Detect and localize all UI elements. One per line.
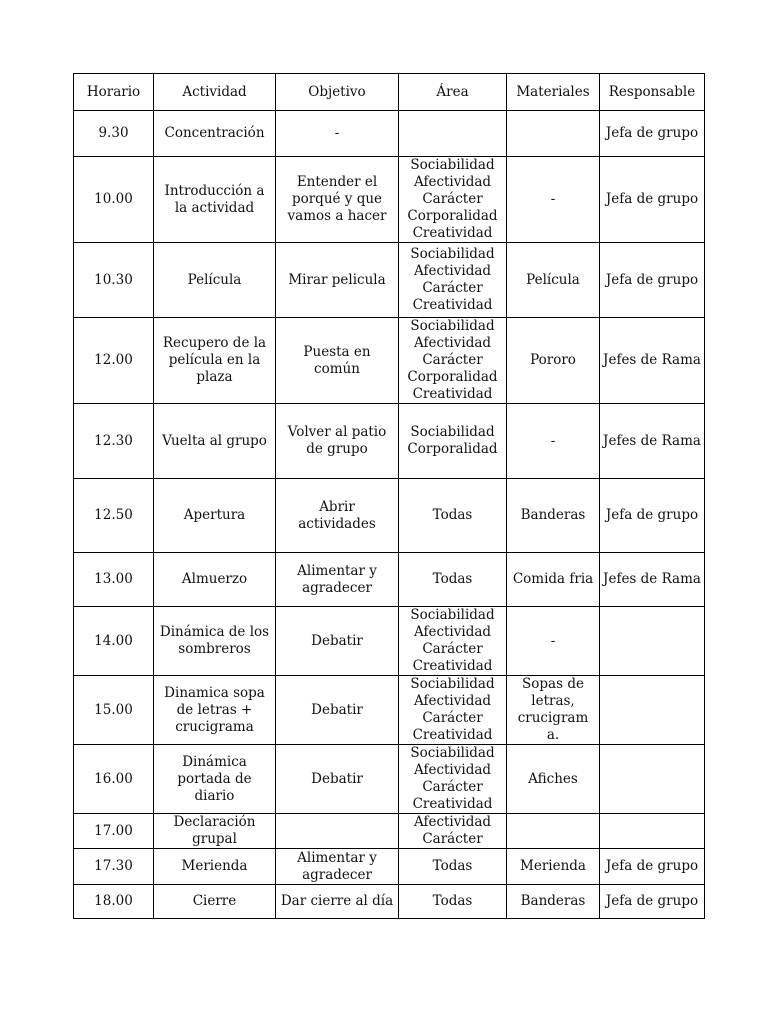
activity-text: Recupero de la película en la plaza — [162, 335, 267, 385]
materials-text: Merienda — [520, 858, 586, 874]
cell-responsible — [600, 553, 705, 607]
cell-responsible — [600, 745, 705, 814]
cell-area — [399, 849, 507, 885]
area-item: Todas — [432, 858, 473, 874]
objective-text: Entender el porqué y que vamos a hacer — [287, 174, 387, 224]
cell-objective — [276, 243, 399, 318]
cell-time — [74, 676, 154, 745]
time-text: 12.30 — [94, 432, 133, 449]
cell-area — [399, 745, 507, 814]
cell-responsible — [600, 676, 705, 745]
cell-materials — [507, 814, 600, 849]
materials-text: Banderas — [520, 893, 586, 909]
cell-objective — [276, 479, 399, 553]
time-text: 10.30 — [94, 271, 133, 288]
activity-text: Cierre — [192, 893, 237, 909]
cell-activity — [154, 553, 276, 607]
cell-activity — [154, 885, 276, 919]
table-row — [74, 885, 705, 919]
area-item: Todas — [432, 893, 473, 909]
cell-materials — [507, 111, 600, 157]
area-item: Corporalidad — [407, 208, 498, 224]
table-row — [74, 814, 705, 849]
area-item: Carácter — [422, 710, 483, 726]
materials-text: Banderas — [520, 507, 586, 523]
cell-materials — [507, 607, 600, 676]
cell-activity — [154, 676, 276, 745]
area-item: Corporalidad — [407, 369, 498, 385]
header-horario: Horario — [74, 74, 154, 111]
cell-responsible — [600, 849, 705, 885]
time-text: 9.30 — [98, 125, 129, 141]
cell-objective — [276, 318, 399, 404]
table-row — [74, 553, 705, 607]
cell-activity — [154, 479, 276, 553]
area-item: Sociabilidad — [410, 318, 495, 334]
time-text: 16.00 — [94, 770, 133, 787]
cell-materials — [507, 157, 600, 243]
responsible-text: Jefa de grupo — [605, 893, 699, 909]
cell-materials — [507, 553, 600, 607]
area-item: Afectividad — [413, 762, 492, 778]
table-row — [74, 111, 705, 157]
cell-activity — [154, 404, 276, 479]
cell-activity — [154, 745, 276, 814]
area-item: Afectividad — [413, 263, 492, 279]
area-item: Sociabilidad — [410, 607, 495, 623]
objective-text: Debatir — [311, 632, 363, 649]
cell-activity — [154, 814, 276, 849]
header-objetivo: Objetivo — [276, 74, 399, 111]
objective-text: Dar cierre al día — [280, 893, 394, 909]
table-row — [74, 479, 705, 553]
responsible-text: Jefes de Rama — [603, 571, 701, 587]
time-text: 15.00 — [94, 701, 133, 718]
time-text: 10.00 — [94, 191, 133, 207]
table-row — [74, 318, 705, 404]
schedule-body — [74, 111, 705, 919]
cell-area — [399, 111, 507, 157]
activity-text: Almuerzo — [181, 571, 248, 587]
area-item: Sociabilidad — [410, 424, 495, 440]
area-item: Afectividad — [413, 174, 492, 190]
time-text: 17.30 — [94, 858, 133, 874]
cell-objective — [276, 607, 399, 676]
activity-text: Concentración — [164, 125, 265, 141]
cell-responsible — [600, 885, 705, 919]
area-item: Creatividad — [412, 297, 493, 313]
area-item: Creatividad — [412, 225, 493, 241]
cell-objective — [276, 157, 399, 243]
objective-text: Alimentar y agradecer — [297, 562, 377, 596]
objective-text: - — [334, 125, 340, 141]
cell-responsible — [600, 157, 705, 243]
cell-time — [74, 243, 154, 318]
header-area: Área — [399, 74, 507, 111]
activity-text: Declaración grupal — [173, 814, 256, 847]
area-item: Carácter — [422, 779, 483, 795]
area-item: Todas — [432, 571, 473, 587]
cell-area — [399, 885, 507, 919]
cell-time — [74, 885, 154, 919]
table-row — [74, 607, 705, 676]
table-row — [74, 157, 705, 243]
cell-area — [399, 676, 507, 745]
cell-time — [74, 607, 154, 676]
cell-activity — [154, 243, 276, 318]
header-actividad: Actividad — [154, 74, 276, 111]
cell-time — [74, 318, 154, 404]
activity-text: Película — [187, 271, 242, 288]
cell-materials — [507, 885, 600, 919]
area-item: Sociabilidad — [410, 246, 495, 262]
area-item: Sociabilidad — [410, 676, 495, 692]
cell-objective — [276, 553, 399, 607]
time-text: 18.00 — [94, 893, 133, 909]
materials-text: - — [550, 432, 556, 449]
cell-objective — [276, 404, 399, 479]
objective-text: Puesta en común — [303, 343, 371, 377]
time-text: 17.00 — [94, 822, 133, 839]
schedule-table — [73, 73, 705, 919]
table-row — [74, 676, 705, 745]
activity-text: Introducción a la actividad — [164, 182, 265, 216]
cell-materials — [507, 479, 600, 553]
materials-text: Sopas de letras, crucigram a. — [517, 676, 589, 743]
cell-materials — [507, 243, 600, 318]
area-item: Carácter — [422, 280, 483, 296]
objective-text: Mirar pelicula — [288, 271, 386, 288]
responsible-text: Jefa de grupo — [605, 191, 699, 207]
activity-text: Dinámica de los sombreros — [159, 624, 270, 657]
cell-responsible — [600, 607, 705, 676]
cell-responsible — [600, 404, 705, 479]
cell-area — [399, 157, 507, 243]
area-item: Carácter — [422, 831, 483, 847]
cell-area — [399, 318, 507, 404]
area-item: Creatividad — [412, 727, 493, 743]
table-row — [74, 745, 705, 814]
cell-time — [74, 553, 154, 607]
objective-text: Abrir actividades — [298, 498, 376, 532]
area-item: Corporalidad — [407, 441, 498, 457]
objective-text: Debatir — [311, 701, 363, 718]
materials-text: Pororo — [530, 352, 576, 368]
cell-time — [74, 849, 154, 885]
objective-text: Alimentar y agradecer — [297, 849, 377, 883]
cell-objective — [276, 885, 399, 919]
cell-materials — [507, 676, 600, 745]
cell-materials — [507, 318, 600, 404]
cell-objective — [276, 676, 399, 745]
time-text: 14.00 — [94, 632, 133, 649]
responsible-text: Jefa de grupo — [605, 858, 699, 874]
cell-objective — [276, 849, 399, 885]
time-text: 13.00 — [94, 571, 133, 587]
cell-area — [399, 814, 507, 849]
objective-text: Debatir — [311, 770, 363, 787]
cell-responsible — [600, 318, 705, 404]
cell-responsible — [600, 243, 705, 318]
materials-text: Comida fria — [512, 571, 594, 587]
area-item: Afectividad — [413, 814, 492, 830]
activity-text: Dinamica sopa de letras + crucigrama — [164, 684, 265, 735]
responsible-text: Jefa de grupo — [605, 271, 699, 288]
header-materiales: Materiales — [507, 74, 600, 111]
table-row — [74, 243, 705, 318]
cell-responsible — [600, 814, 705, 849]
header-row — [74, 74, 705, 111]
area-item: Sociabilidad — [410, 745, 495, 761]
cell-area — [399, 243, 507, 318]
cell-time — [74, 111, 154, 157]
activity-text: Apertura — [183, 507, 246, 523]
cell-time — [74, 745, 154, 814]
table-row — [74, 404, 705, 479]
header-responsable: Responsable — [600, 74, 705, 111]
cell-materials — [507, 745, 600, 814]
cell-area — [399, 607, 507, 676]
cell-activity — [154, 607, 276, 676]
activity-text: Vuelta al grupo — [162, 432, 267, 449]
cell-activity — [154, 157, 276, 243]
activity-text: Dinámica portada de diario — [177, 753, 252, 804]
cell-objective — [276, 814, 399, 849]
cell-time — [74, 479, 154, 553]
cell-area — [399, 553, 507, 607]
area-item: Afectividad — [413, 624, 492, 640]
area-item: Creatividad — [412, 796, 493, 812]
cell-objective — [276, 745, 399, 814]
cell-activity — [154, 111, 276, 157]
cell-area — [399, 479, 507, 553]
area-item: Afectividad — [413, 335, 492, 351]
cell-activity — [154, 849, 276, 885]
cell-objective — [276, 111, 399, 157]
cell-time — [74, 404, 154, 479]
cell-responsible — [600, 111, 705, 157]
cell-area — [399, 404, 507, 479]
cell-time — [74, 157, 154, 243]
responsible-text: Jefes de Rama — [603, 352, 701, 368]
materials-text: Película — [526, 271, 580, 288]
area-item: Carácter — [422, 191, 483, 207]
activity-text: Merienda — [181, 858, 248, 874]
materials-text: - — [550, 632, 556, 649]
table-row — [74, 849, 705, 885]
cell-activity — [154, 318, 276, 404]
responsible-text: Jefa de grupo — [605, 507, 699, 523]
area-item: Creatividad — [412, 658, 493, 674]
time-text: 12.00 — [94, 352, 133, 368]
area-item: Creatividad — [412, 386, 493, 402]
area-item: Todas — [432, 507, 473, 523]
materials-text: - — [550, 191, 556, 207]
materials-text: Afiches — [528, 770, 578, 787]
responsible-text: Jefes de Rama — [603, 432, 701, 449]
time-text: 12.50 — [94, 507, 133, 523]
area-item: Carácter — [422, 352, 483, 368]
cell-materials — [507, 849, 600, 885]
cell-time — [74, 814, 154, 849]
objective-text: Volver al patio de grupo — [287, 424, 387, 457]
responsible-text: Jefa de grupo — [605, 125, 699, 141]
cell-materials — [507, 404, 600, 479]
area-item: Carácter — [422, 641, 483, 657]
cell-responsible — [600, 479, 705, 553]
area-item: Sociabilidad — [410, 157, 495, 173]
area-item: Afectividad — [413, 693, 492, 709]
